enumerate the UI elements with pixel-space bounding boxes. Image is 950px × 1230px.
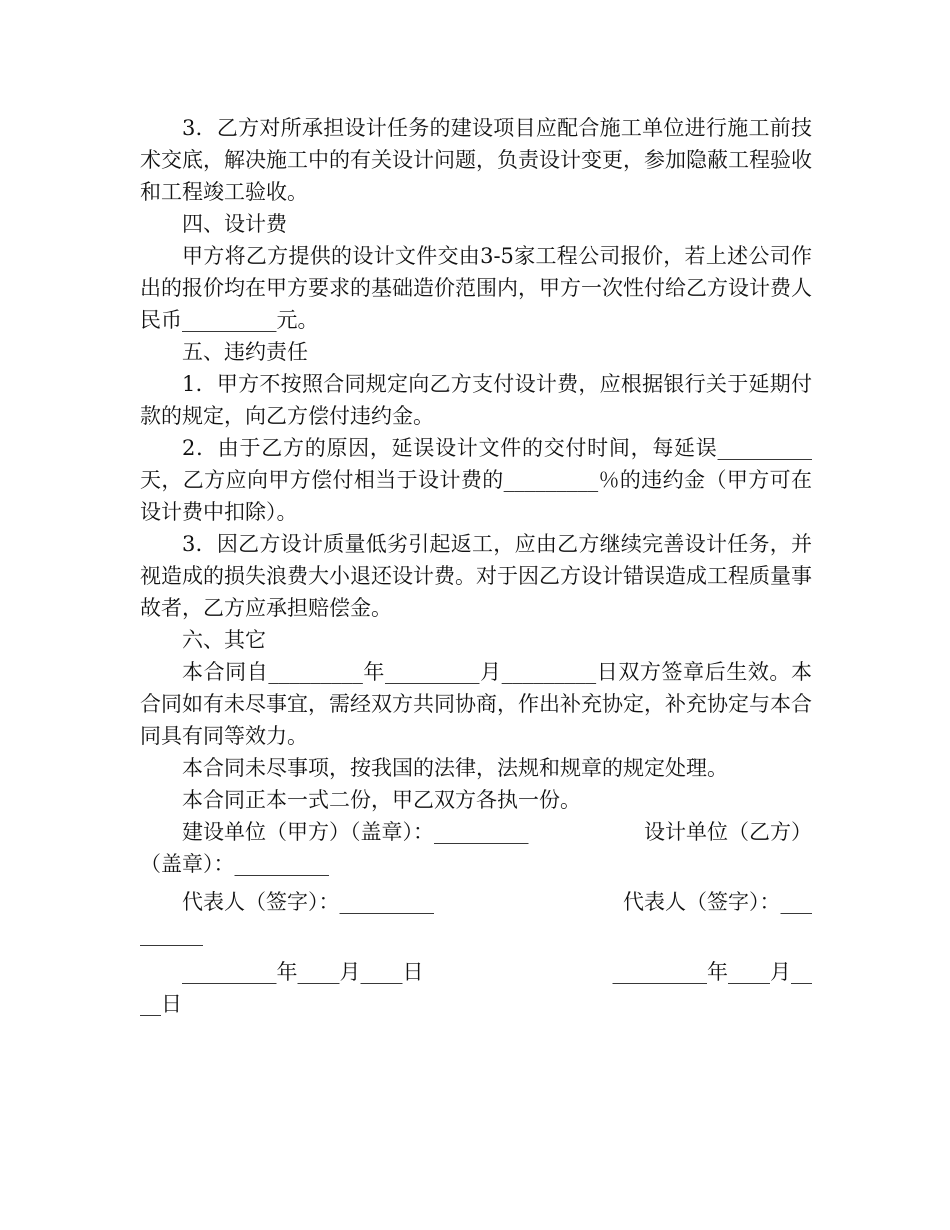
signature-unit-row xyxy=(140,816,812,848)
contract-page xyxy=(140,112,812,1020)
clause-other-1: 本合同自_________年_________月_________日双方签章后生效。本合同如有未尽事宜，需经双方共同协商，作出补充协定，补充协定与本合同具有同等效力。 xyxy=(140,660,812,748)
party-b-unit-continued: （盖章）：_________ xyxy=(140,852,329,876)
section-heading-breach: 五、违约责任 xyxy=(182,340,308,364)
clause-fee: 甲方将乙方提供的设计文件交由3-5家工程公司报价，若上述公司作出的报价均在甲方要求的基础造价范围内，甲方一次性付给乙方设计费人民币_________元。 xyxy=(140,244,812,332)
party-b-representative-continued: ______ xyxy=(140,922,203,946)
party-b-date: _________年____月__ xyxy=(612,960,812,984)
section-heading-fee: 四、设计费 xyxy=(182,212,287,236)
clause-other-3: 本合同正本一式二份，甲乙双方各执一份。 xyxy=(182,788,581,812)
section-heading-other: 六、其它 xyxy=(182,628,266,652)
party-b-date-continued: __日 xyxy=(140,992,182,1016)
party-b-representative: 代表人（签字）：___ xyxy=(623,890,812,914)
party-b-unit: 设计单位（乙方） xyxy=(644,820,812,844)
clause-breach-3: 3．因乙方设计质量低劣引起返工，应由乙方继续完善设计任务，并视造成的损失浪费大小退还设计费。对于因乙方设计错误造成工程质量事故者，乙方应承担赔偿金。 xyxy=(140,532,812,620)
clause-design-3: 3．乙方对所承担设计任务的建设项目应配合施工单位进行施工前技术交底，解决施工中的有关设计问题，负责设计变更，参加隐蔽工程验收和工程竣工验收。 xyxy=(140,116,812,204)
signature-date-row xyxy=(140,956,812,988)
party-a-date: _________年____月____日 xyxy=(182,960,424,984)
clause-breach-2: 2．由于乙方的原因，延误设计文件的交付时间，每延误_________天，乙方应向甲方偿付相当于设计费的_________％的违约金（甲方可在设计费中扣除）。 xyxy=(140,436,812,524)
clause-breach-1: 1．甲方不按照合同规定向乙方支付设计费，应根据银行关于延期付款的规定，向乙方偿付违约金。 xyxy=(140,372,812,428)
party-a-representative: 代表人（签字）：_________ xyxy=(182,890,434,914)
party-a-unit: 建设单位（甲方）（盖章）：_________ xyxy=(182,820,529,844)
clause-other-2: 本合同未尽事项，按我国的法律，法规和规章的规定处理。 xyxy=(182,756,728,780)
signature-rep-row xyxy=(140,886,812,918)
